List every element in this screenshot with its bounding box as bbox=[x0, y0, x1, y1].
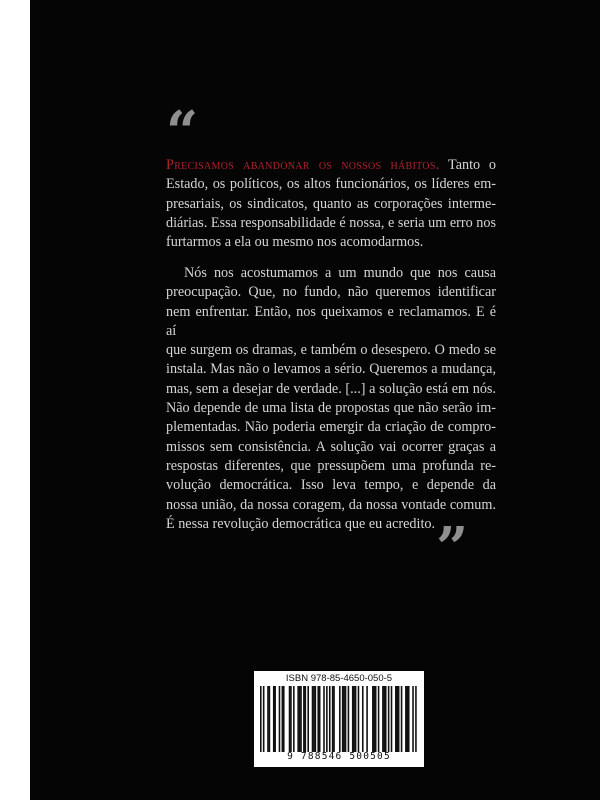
quote-line: Estado, os políticos, os altos funcionários, os líderes em- bbox=[166, 176, 496, 193]
quote-line: respostas diferentes, que pressupõem uma profunda re- bbox=[166, 457, 496, 474]
barcode-bar bbox=[282, 686, 284, 752]
barcode-bar bbox=[326, 686, 328, 752]
quote-line: furtarmos a ela ou mesmo nos acomodarmos. bbox=[166, 234, 424, 251]
barcode-bar bbox=[388, 686, 390, 752]
isbn-label: ISBN 978-85-4650-050-5 bbox=[285, 673, 393, 684]
barcode-bar bbox=[299, 686, 301, 752]
quote-lead-smallcaps: Precisamos abandonar os nossos hábitos. bbox=[166, 157, 440, 173]
barcode-bar bbox=[382, 686, 384, 752]
barcode-bar bbox=[315, 686, 317, 752]
barcode-bar bbox=[408, 686, 410, 752]
quote-paragraph-2 bbox=[166, 264, 496, 534]
barcode-bar bbox=[300, 686, 302, 752]
barcode-bar bbox=[358, 686, 360, 752]
barcode-bars bbox=[260, 686, 418, 752]
barcode-bar bbox=[396, 686, 398, 752]
barcode-bar bbox=[384, 686, 386, 752]
barcode-bar bbox=[339, 686, 341, 752]
barcode-bar bbox=[332, 686, 334, 752]
barcode-bar bbox=[312, 686, 314, 752]
quote-line: diárias. Essa responsabilidade é nossa, e seria um erro nos bbox=[166, 214, 496, 231]
barcode-bar bbox=[352, 686, 354, 752]
barcode-bar bbox=[329, 686, 331, 752]
quote-line: É nessa revolução democrática que eu acredito. bbox=[166, 515, 436, 532]
barcode-bar bbox=[274, 686, 276, 752]
barcode-bar bbox=[279, 686, 281, 752]
barcode-bar bbox=[283, 686, 285, 752]
barcode-bar bbox=[348, 686, 350, 752]
barcode-bar bbox=[269, 686, 271, 752]
quote-line: mas, sem a desejar de verdade. [...] a solução está em nós. bbox=[166, 380, 496, 397]
barcode-bar bbox=[317, 686, 319, 752]
quote-line: nossa união, da nossa coragem, da nossa vontade comum. bbox=[166, 496, 496, 513]
barcode-bar bbox=[297, 686, 299, 752]
barcode-bar bbox=[273, 686, 275, 752]
barcode-bar bbox=[289, 686, 291, 752]
barcode-bar bbox=[355, 686, 357, 752]
barcode-bar bbox=[401, 686, 403, 752]
quote-line bbox=[166, 156, 496, 175]
quote-line: que surgem os dramas, e também o desespero. O medo se bbox=[166, 342, 496, 359]
barcode-bar bbox=[342, 686, 344, 752]
quote-line: Nós nos acostumamos a um mundo que nos causa bbox=[184, 265, 496, 281]
barcode-bar bbox=[407, 686, 409, 752]
quote-line-text: Tanto o bbox=[439, 157, 496, 173]
barcode-bar bbox=[333, 686, 335, 752]
barcode-bar bbox=[290, 686, 292, 752]
close-quote-mark: ” bbox=[436, 515, 465, 581]
barcode-bar bbox=[267, 686, 269, 752]
barcode-bar bbox=[313, 686, 315, 752]
barcode-bar bbox=[378, 686, 380, 752]
barcode-bar bbox=[412, 686, 414, 752]
barcode-bar bbox=[353, 686, 355, 752]
barcode-bar bbox=[323, 686, 325, 752]
barcode-bar bbox=[405, 686, 407, 752]
quote-line: volução democrática. Isso leva tempo, e depende da bbox=[166, 477, 496, 494]
barcode-bar bbox=[415, 686, 417, 752]
barcode-bar bbox=[305, 686, 307, 752]
barcode-bar bbox=[293, 686, 295, 752]
barcode-bar bbox=[263, 686, 265, 752]
open-quote-mark: “ bbox=[166, 99, 195, 165]
barcode-bar bbox=[395, 686, 397, 752]
barcode-digits: 9 788546 500505 bbox=[287, 751, 391, 762]
barcode-bar bbox=[385, 686, 387, 752]
quote-line: preocupação. Que, no fundo, não queremos identificar bbox=[166, 284, 496, 301]
barcode-bar bbox=[375, 686, 377, 752]
quote-line: missos sem consistência. A solução vai ocorrer graças a bbox=[166, 438, 496, 455]
barcode-bar bbox=[260, 686, 262, 752]
quote-line: nem enfrentar. Então, nos queixamos e reclamamos. E é aí bbox=[166, 303, 496, 339]
barcode-bar bbox=[366, 686, 368, 752]
quote-line: plementadas. Não poderia emergir da criação de compro- bbox=[166, 419, 496, 436]
barcode-bar bbox=[398, 686, 400, 752]
barcode-bar bbox=[303, 686, 305, 752]
barcode-bar bbox=[391, 686, 393, 752]
quote-paragraph-1 bbox=[166, 156, 496, 252]
barcode-bar bbox=[373, 686, 375, 752]
isbn-barcode bbox=[254, 671, 424, 767]
barcode-bar bbox=[372, 686, 374, 752]
barcode-bar bbox=[362, 686, 364, 752]
barcode-bar bbox=[307, 686, 309, 752]
barcode-bar bbox=[319, 686, 321, 752]
quote-line: Não depende de uma lista de propostas que não serão im- bbox=[166, 400, 496, 417]
barcode-bar bbox=[343, 686, 345, 752]
quote-line: instala. Mas não o levamos a sério. Queremos a mudança, bbox=[166, 361, 496, 378]
quote-line: presariais, os sindicatos, quanto as corporações interme- bbox=[166, 195, 496, 212]
barcode-bar bbox=[345, 686, 347, 752]
